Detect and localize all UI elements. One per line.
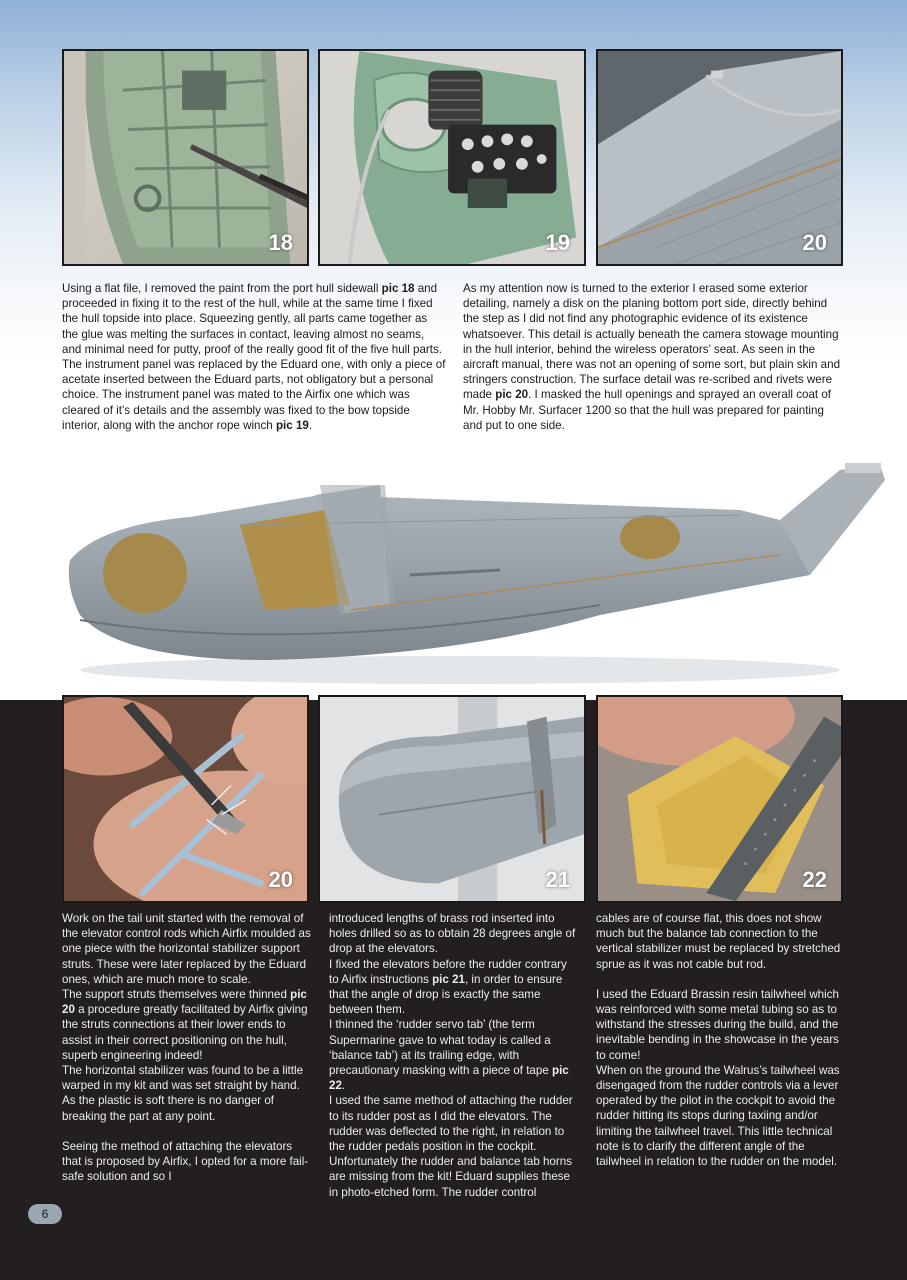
elevators-illustration [320,697,584,901]
paragraph-pic21 [329,957,579,1018]
photo-number-20-top: 20 [802,230,827,255]
paragraph-rudder [329,1093,579,1199]
text-run: Work on the tail unit started with the removal of the elevator control rods which Airfix moulded as one piece with the horizontal stabilizer support struts. These were later replaced by the Eduard ones, which are much more to scale. [62,912,311,986]
text-run: cables are of course flat, this does not show much but the balance tab connection to the vertical stabilizer must be replaced by stretched sprue as it was not cable but rod. [596,912,841,971]
paragraph-pic20 [463,281,845,433]
photo-20-support-struts [62,695,309,903]
paragraph-gap [62,1124,312,1139]
pic-reference: pic 20 [62,988,307,1017]
paragraph-pic22 [329,1017,579,1093]
pic-reference: pic 20 [495,388,529,402]
text-column-bottom-2 [329,911,579,1200]
photo-number-20-bottom: 20 [268,867,293,892]
pic-reference: pic 22 [329,1064,569,1093]
text-run: I used the Eduard Brassin resin tailwheel which was reinforced with some metal tubing so as to withstand the stresses during the build, and the inevitable bending in the showcase in the years to come! [596,987,839,1062]
text-run: Using a flat file, I removed the paint from the port hull sidewall [62,282,382,295]
instrument-panel-illustration [320,51,584,264]
photo-20-hull-exterior [596,49,843,266]
paragraph-tailwheel [596,987,848,1063]
text-run: . I masked the hull openings and sprayed an overall coat of Mr. Hobby Mr. Surfacer 1200 so that the hull was prepared for painting and put to one side. [463,388,832,432]
paragraph-stabilizer [62,1063,312,1124]
photo-number-18: 18 [268,230,293,255]
page-number: 6 [28,1204,62,1224]
text-run: Seeing the method of attaching the elevators that is proposed by Airfix, I opted for a more fail-safe solution and so I [62,1139,309,1184]
text-run: , in order to ensure that the angle of drop is exactly the same between them. [329,972,563,1017]
text-run: The support struts themselves were thinned [62,988,291,1002]
text-run: As my attention now is turned to the exterior I erased some exterior detailing, namely a disk on the planing bottom port side, directly behind the step as I did not find any photographic evidence of its existence whatsoever. This detail is actually beneath the camera stowage mounting in the hull interior, behind the wireless operators’ seat. As seen in the aircraft manual, there was not an opening of some sort, but plain skin and stringers construction. The surface detail was re-scribed and rivets were made [463,282,841,402]
text-run: The horizontal stabilizer was found to be a little warped in my kit and was set straight by hand. As the plastic is soft there is no danger of breaking the part at any point. [62,1064,304,1123]
text-run: I used the same method of attaching the rudder to its rudder post as I did the elevators. The rudder was deflected to the right, in relation to the rudder pedals position in the cockpit. Unfortunately the rudder and balance tab horns are missing from the kit! Eduard supplies these in photo-etched form. The rudder control [329,1094,573,1199]
text-column-top-left [62,281,446,433]
pic-reference: pic 21 [432,972,465,986]
text-column-bottom-1 [62,911,312,1184]
text-run: a procedure greatly facilitated by Airfix giving the struts connections at their lower ends to assist in their correct positioning on the hull, superb engineering indeed! [62,1003,308,1062]
paragraph-tail-unit [62,911,312,987]
photo-number-19: 19 [545,230,570,255]
text-run: and proceeded in fixing it to the rest of the hull, while at the same time I fixed the hull topside into place. Squeezing gently, all parts came together as the glue was melting the surfaces in contact, leaving almost no seams, and minimal need for putty, proof of the really good fit of the five hull parts. The instrument panel was replaced by the Eduard one, with only a piece of acetate inserted between the Eduard parts, not obligatory but a personal choice. The instrument panel was mated to the Airfix one which was cleared of it’s details and the assembly was fixed to the bow topside interior, along with the anchor rope winch [62,282,446,432]
walrus-hull-model-photo [40,455,900,700]
text-run: . [341,1079,346,1093]
text-column-bottom-3 [596,911,848,1169]
photo-22-rudder-tab [596,695,843,903]
text-run: introduced lengths of brass rod inserted into holes drilled so as to obtain 28 degrees angle of drop at the elevators. [329,912,576,956]
paragraph-brass-rod [329,911,579,957]
text-run: I fixed the elevators before the rudder contrary to Airfix instructions [329,957,567,986]
paragraph-pic18-19 [62,281,446,433]
paragraph-cables [596,911,848,972]
pic-reference: pic 18 [381,282,415,295]
paragraph-elevators-method [62,1139,312,1185]
text-column-top-right [463,281,845,433]
paragraph-gap [596,972,848,987]
paragraph-struts [62,987,312,1063]
photo-18-hull-sidewall [62,49,309,266]
photo-number-22: 22 [802,867,827,892]
photo-21-elevators [318,695,586,903]
text-run: When on the ground the Walrus’s tailwheel was disengaged from the rudder controls via a lever operated by the pilot in the cockpit to avoid the rudder hitting its stops during taxiing and/or limiting the tailwheel travel. This little technical note is to clarify the different angle of the tailwheel in relation to the rudder on the model. [596,1063,840,1169]
photo-number-21: 21 [545,867,570,892]
text-run: . [308,418,313,432]
pic-reference: pic 19 [275,418,309,432]
text-run: I thinned the ‘rudder servo tab’ (the term Supermarine gave to what today is called a ‘balance tab’) at its trailing edge, with precautionary masking with a piece of tape [329,1018,552,1078]
photo-19-instrument-panel [318,49,586,266]
hull-model-illustration [40,455,900,700]
paragraph-technical-note [596,1063,848,1169]
